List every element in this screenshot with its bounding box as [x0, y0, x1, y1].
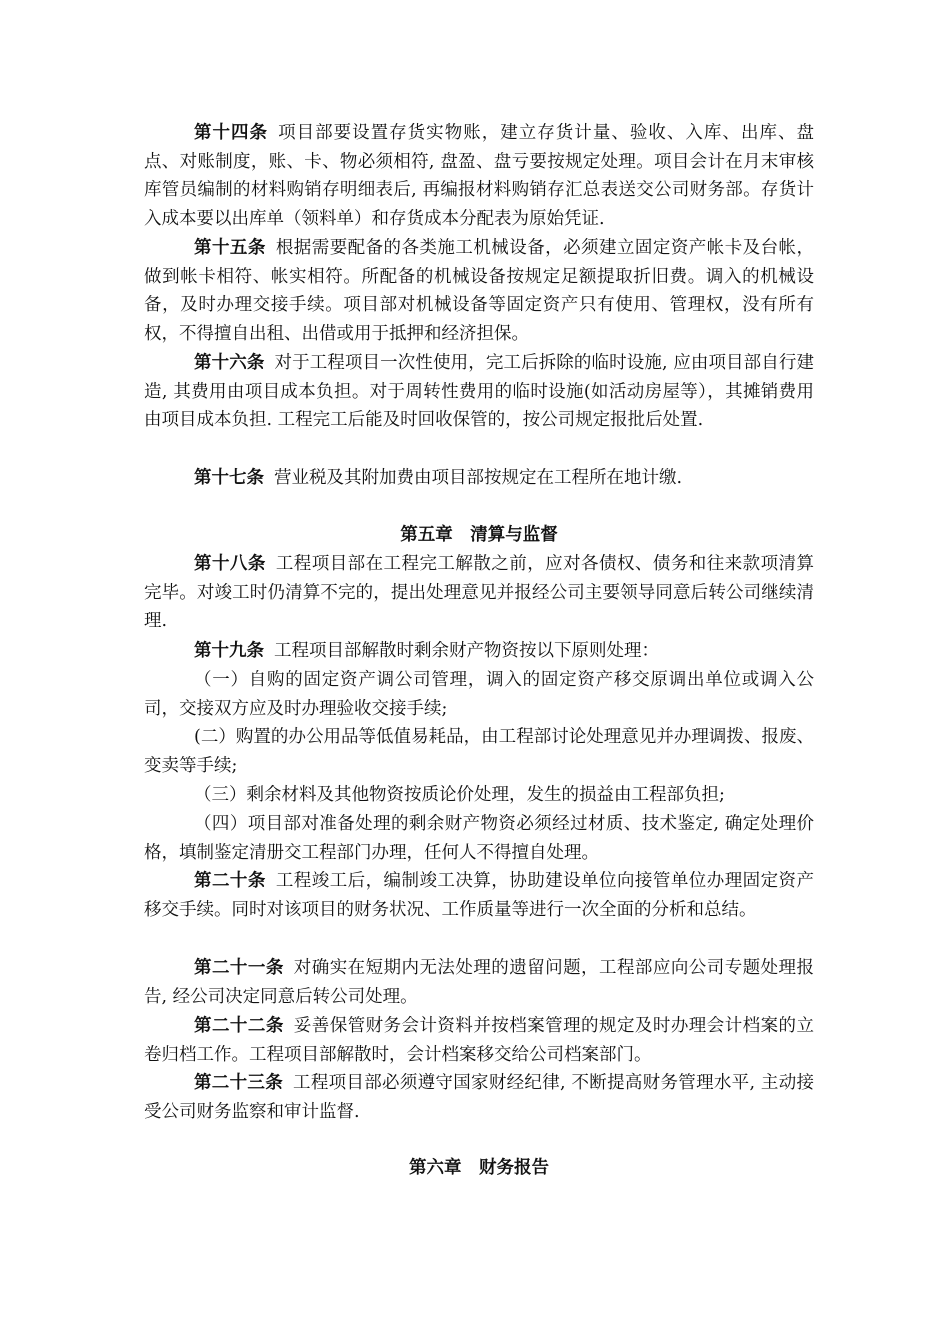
- article-title: 第十五条: [194, 238, 266, 258]
- article-title: 第二十一条: [194, 958, 284, 978]
- item-3: （三）剩余材料及其他物资按质论价处理，发生的损益由工程部负担;: [194, 785, 725, 805]
- article-14: [144, 119, 814, 234]
- article-text: 妥善保管财务会计资料并按档案管理的规定及时办理会计档案的立卷归档工作。工程项目部解散时，会计档案移交给公司档案部门。: [144, 1016, 815, 1065]
- article-16: [144, 349, 814, 435]
- item-1: （一）自购的固定资产调公司管理，调入的固定资产移交原调出单位或调入公司，交接双方应及时办理验收交接手续;: [144, 670, 814, 719]
- article-text: 工程项目部必须遵守国家财经纪律, 不断提高财务管理水平, 主动接受公司财务监察和审计监督.: [144, 1073, 815, 1122]
- article-text: 工程项目部解散时剩余财产物资按以下原则处理：: [274, 641, 659, 661]
- article-title: 第二十二条: [194, 1016, 284, 1036]
- article-text: 营业税及其附加费由项目部按规定在工程所在地计缴.: [274, 468, 683, 488]
- article-title: 第二十三条: [194, 1073, 284, 1093]
- article-text: 项目部要设置存货实物账，建立存货计量、验收、入库、出库、盘点、对账制度，账、卡、物必须相符, 盘盈、盘亏要按规定处理。项目会计在月末审核库管员编制的材料购销存明细表后, 再编报材料购销存汇总表送交公司财务部。存货计入成本要以出库单（领料单）和存货成本分配表为原始凭证.: [144, 123, 814, 230]
- article-text: 工程项目部在工程完工解散之前，应对各债权、债务和往来款项清算完毕。对竣工时仍清算不完的，提出处理意见并报经公司主要领导同意后转公司继续清理.: [144, 554, 815, 632]
- article-title: 第十七条: [194, 468, 264, 488]
- article-title: 第十四条: [194, 123, 269, 143]
- article-21: [144, 954, 814, 1011]
- article-title: 第十八条: [194, 554, 266, 574]
- article-title: 第十六条: [194, 353, 265, 373]
- item-2: (二）购置的办公用品等低值易耗品，由工程部讨论处理意见并办理调拨、报废、变卖等手续;: [144, 727, 814, 776]
- chapter-5-heading: 第五章 清算与监督: [400, 525, 558, 545]
- article-text: 根据需要配备的各类施工机械设备，必须建立固定资产帐卡及台帐，做到帐卡相符、帐实相符。所配备的机械设备按规定足额提取折旧费。调入的机械设备，及时办理交接手续。项目部对机械设备等固定资产只有使用、管理权，没有所有权，不得擅自出租、出借或用于抵押和经济担保。: [144, 238, 815, 345]
- article-17: [144, 464, 814, 493]
- article-22: [144, 1012, 814, 1069]
- article-19: [144, 637, 814, 666]
- item-4: （四）项目部对准备处理的剩余财产物资必须经过材质、技术鉴定, 确定处理价格，填制鉴定清册交工程部门办理，任何人不得擅自处理。: [144, 814, 814, 863]
- article-text: 工程竣工后，编制竣工决算，协助建设单位向接管单位办理固定资产移交手续。同时对该项目的财务状况、工作质量等进行一次全面的分析和总结。: [144, 871, 815, 920]
- article-20: [144, 867, 814, 924]
- article-title: 第二十条: [194, 871, 266, 891]
- article-title: 第十九条: [194, 641, 264, 661]
- article-23: [144, 1069, 814, 1126]
- chapter-6-heading: 第六章 财务报告: [409, 1158, 549, 1178]
- article-text: 对于工程项目一次性使用，完工后拆除的临时设施, 应由项目部自行建造, 其费用由项目成本负担。对于周转性费用的临时设施(如活动房屋等），其摊销费用由项目成本负担. 工程完工后能及时回收保管的，按公司规定报批后处置.: [144, 353, 815, 431]
- article-text: 对确实在短期内无法处理的遗留问题，工程部应向公司专题处理报告, 经公司决定同意后转公司处理。: [144, 958, 815, 1007]
- article-15: [144, 234, 814, 349]
- article-18: [144, 550, 814, 636]
